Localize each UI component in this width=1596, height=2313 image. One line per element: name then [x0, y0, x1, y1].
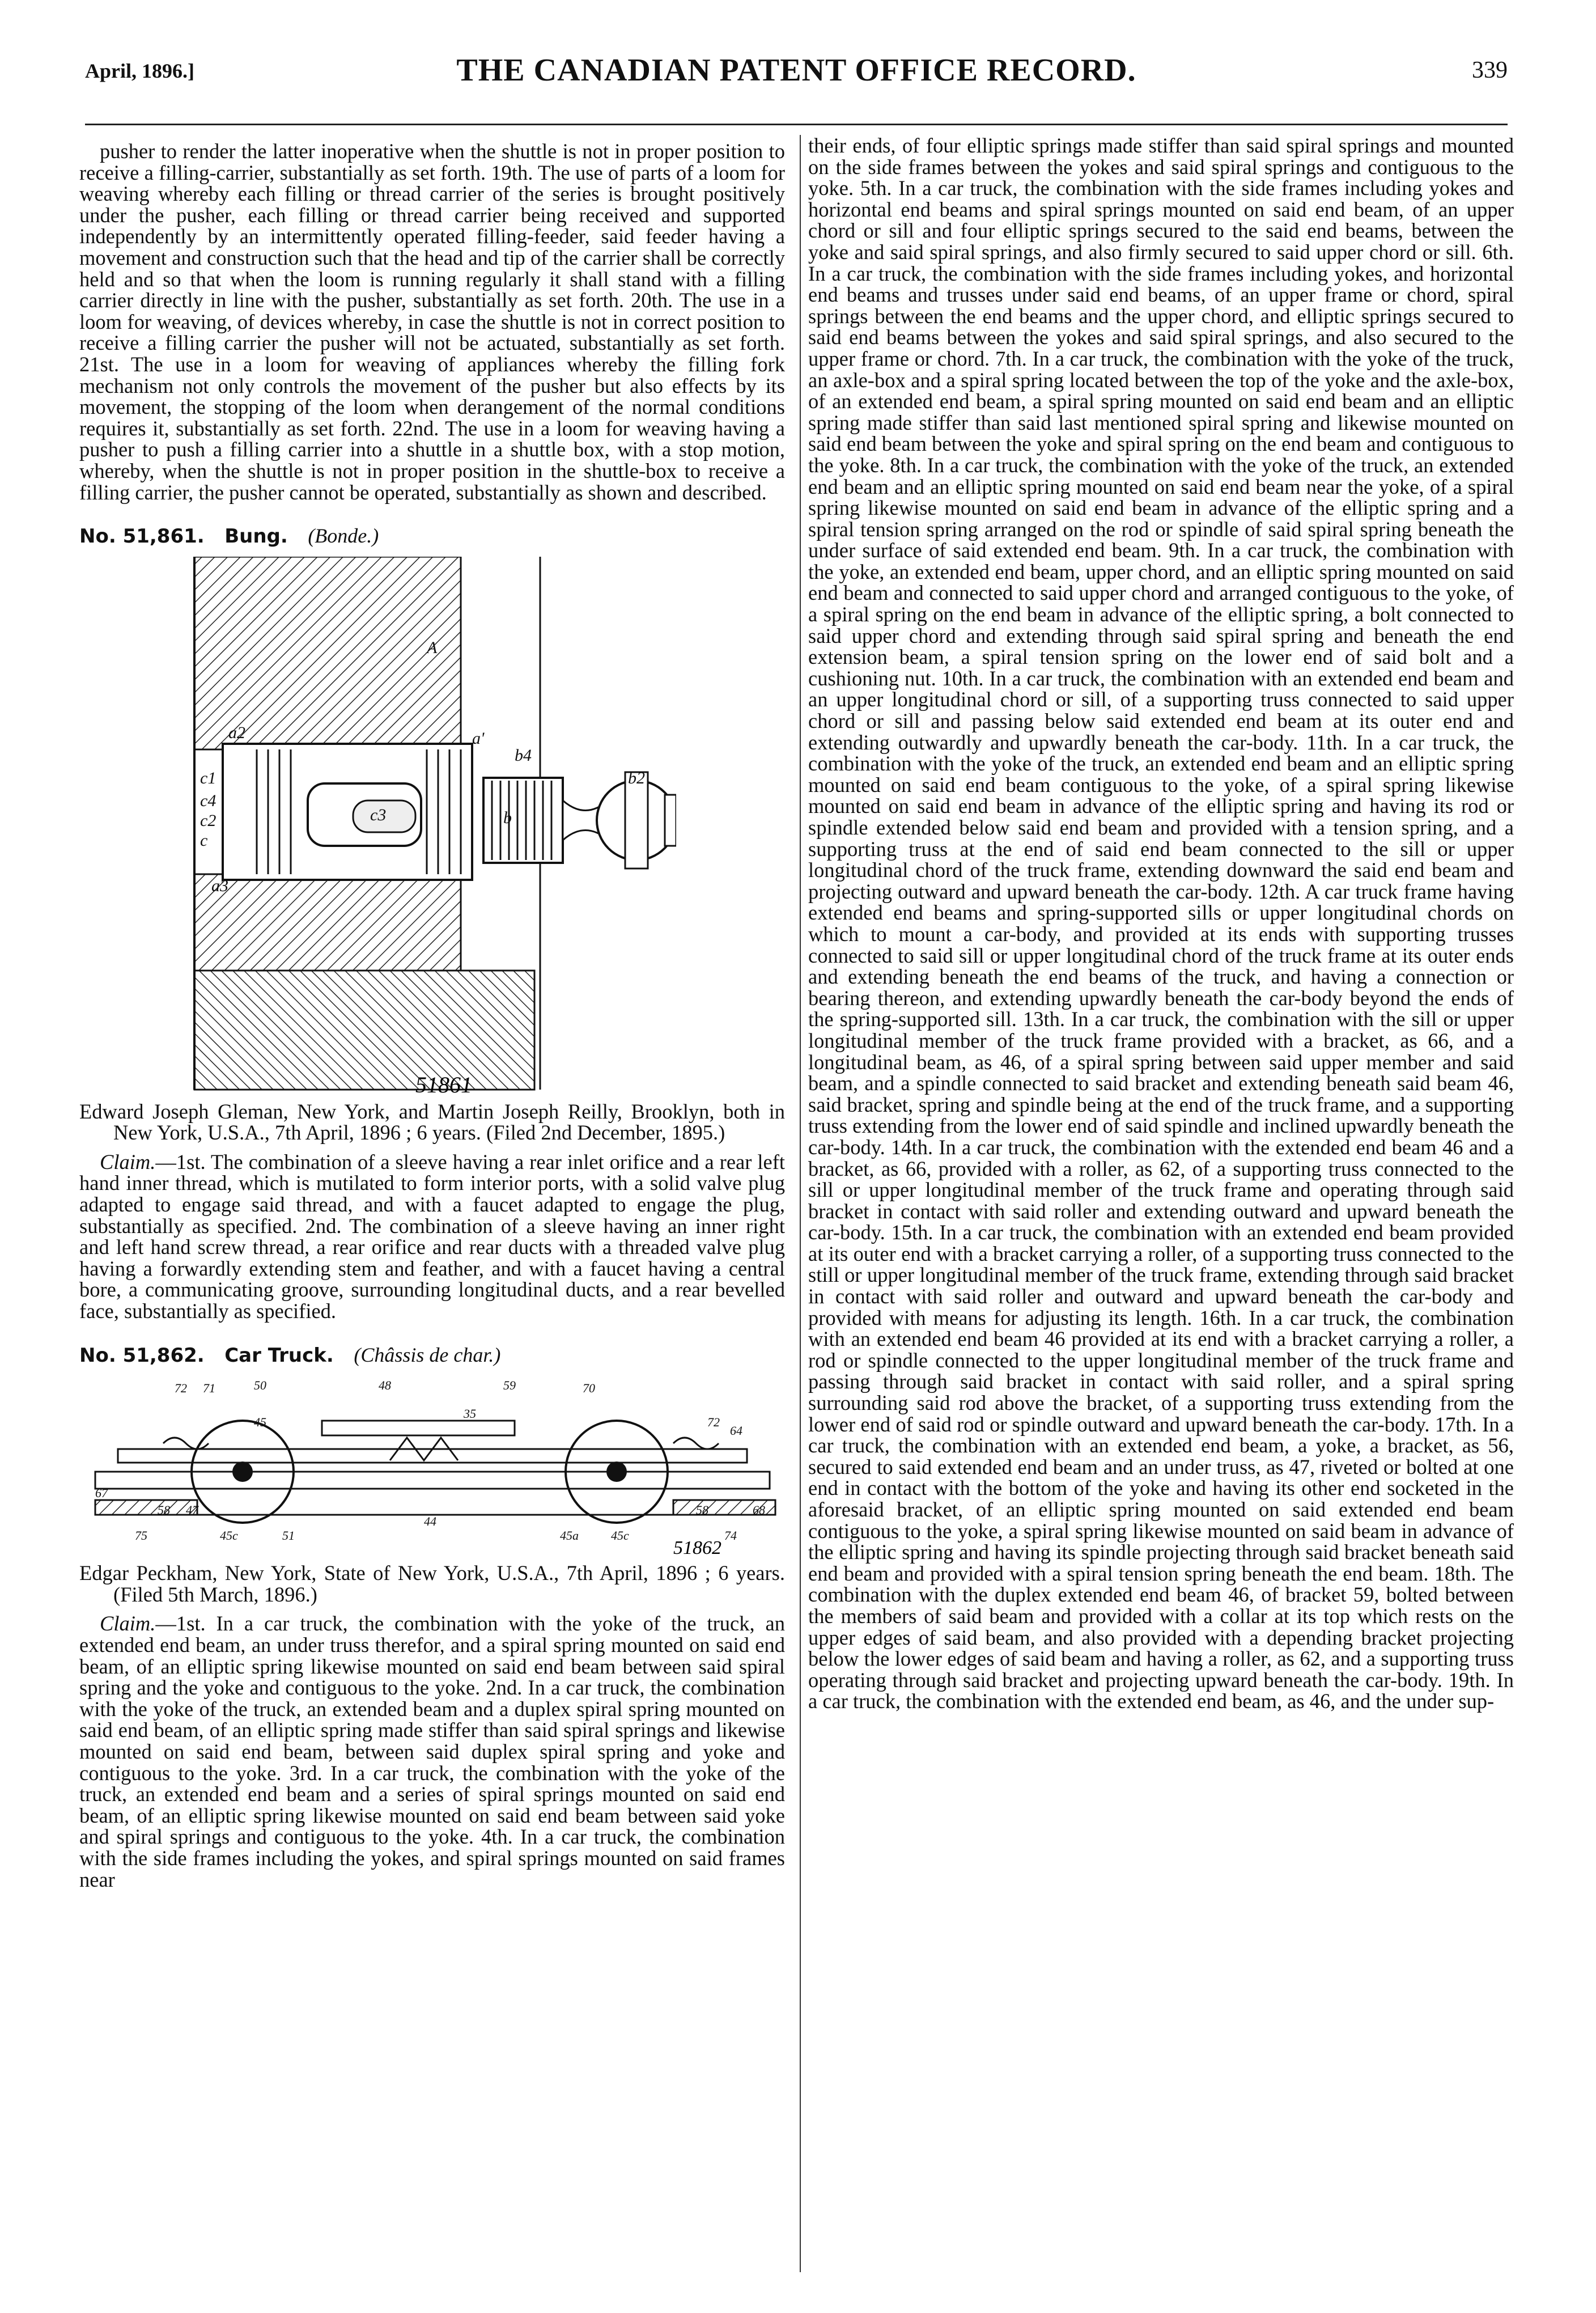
patent-number: No. 51,862.	[79, 1344, 205, 1367]
fig-num-50: 50	[253, 1378, 266, 1393]
fig-num-45c-b: 45c	[610, 1528, 629, 1543]
page-number: 339	[1472, 57, 1508, 83]
fig-num-75: 75	[134, 1528, 147, 1543]
fig-num-45a: 45a	[559, 1528, 579, 1543]
column-divider	[800, 135, 801, 2272]
fig-letter-a3: a3	[211, 876, 228, 895]
claim-label: Claim.	[100, 1150, 156, 1174]
header-rule	[85, 124, 1508, 125]
car-truck-claims-continued: their ends, of four elliptic springs made stiffer than said spiral springs and mounted on the side frames between the yokes and said spiral springs and contiguous to the yoke. 5th. In a car truck, the combination with the side frames including yokes and horizontal end beams and spiral springs mounted on said end beam, of an upper chord or sill and four elliptic springs secured to the said end beams, between the yoke and said spiral springs, and also firmly secured to said upper chord or sill. 6th. In a car truck, the combination with the side frames including yokes, and horizontal end beams and trusses under said end beams, of an upper frame or chord, spiral springs between the end beams and the upper chord, and elliptic springs secured to said end beams between the yokes and said spiral springs, and also secured to the upper frame or chord. 7th. In a car truck, the combination with the yoke of the truck, an axle-box and a spiral spring located between the top of the yoke and the axle-box, of an extended end beam, a spiral spring mounted on said end beam and an elliptic spring made stiffer than said last mentioned spiral spring and likewise mounted on said end beam between the yoke and spiral spring on the end beam and contiguous to the yoke. 8th. In a car truck, the combination with the yoke of the truck, an extended end beam and an elliptic spring mounted on said end beam near the yoke, of a spiral spring likewise mounted on said end beam in advance of the elliptic spring and a spiral tension spring arranged on the rod or spindle of said spiral spring beneath the under surface of said extended end beam. 9th. In a car truck, the combination with the yoke, an extended end beam, upper chord, and an elliptic spring mounted on said end beam and connected to said upper chord and arranged contiguous to the yoke, of a spiral spring on the end beam in advance of the elliptic spring, a bolt connected to said upper chord and extending through said spiral spring and beneath the end extension beam, a spiral tension spring on the lower end of said bolt and a cushioning nut. 10th. In a car truck, the combination with an extended end beam and an upper longitudinal chord or sill, of a supporting truss connected to said upper chord or sill and passing below said extended end beam at its outer end and extending outwardly and upwardly beneath the car-body. 11th. In a car truck, the combination with the yoke of the truck, an extended end beam and an elliptic spring mounted on said end beam contiguous to the yoke, of a spiral spring likewise mounted on said end beam in advance of the elliptic spring and having its rod or spindle extended below said end beam and provided with a tension spring, and a supporting truss at the end of said end beam connected to the sill or upper longitudinal chord of the truck frame, extending downward the said end beam and projecting outward and upward beneath the car-body. 12th. A car truck frame having extended end beams and spring-supported sills or upper longitudinal chords on which to mount a car-body, and provided at its ends with supporting trusses connected to said sill or upper longitudinal chord of the truck frame at its outer ends and extending beneath the end beams of the truck, and having a connection or bearing thereon, and extending upwardly beneath the car-body beyond the ends of the spring-supported sill. 13th. In a car truck, the combination with the sill or upper longitudinal member of the truck frame provided with a bracket, as 66, and a longitudinal beam, as 46, of a spiral spring between said upper member and said beam, and a spindle connected to said bracket and extending beneath said beam 46, said bracket, spring and spindle being at the end of the truck frame, and a supporting truss extending from the lower end of said spindle and inclined upwardly beneath the car-body. 14th. In a car truck, the combination with the extended end beam 46 and a bracket, as 66, provided with a roller, as 62, of a supporting truss connected to the sill or upper longitudinal member of the truck frame and operating through said bracket in contact with said roller and extending outward and upward beneath the car-body. 15th. In a car truck, the combination with an extended end beam provided at its outer end with a bracket carrying a roller, of a supporting truss connected to the still or upper longitudinal member of the truck frame, extending through said bracket in contact with said roller and outward and upward beneath the car-body and provided with means for adjusting its length. 16th. In a car truck, the combination with an extended end beam 46 provided at its end with a bracket carrying a roller, a rod or spindle connected to the upper longitudinal member of the truck frame and passing through said bracket in contact with said roller, and a spiral spring surrounding said rod above the bracket, of a supporting truss extending from the lower end of said rod or spindle outward and upward beneath the car-body. 17th. In a car truck, the combination with an extended end beam, a yoke, a bracket, as 56, secured to said extended end beam and an under truss, as 47, riveted or bolted at one end in contact with the bottom of the yoke and having its other end socketed in the aforesaid bracket, of an elliptic spring mounted on said extended end beam contiguous to the yoke, a spiral spring likewise mounted on said beam in advance of the elliptic spring and having its spindle projecting through said bracket beneath said end beam and provided with a spiral tension spring beneath the end beam. 18th. The combination with the duplex extended end beam 46, of bracket 59, bolted between the members of said beam and provided with a collar at its top which rests on the upper edges of said beam, and also provided with a depending bracket projecting below the lower edges of said beam and having a roller, as 62, and a supporting truss operating through said bracket and projecting upward beneath the car-body. 19th. In a car truck, the combination with the extended end beam, as 46, and the under sup-	[808, 134, 1514, 1713]
patent-51861-heading	[79, 526, 785, 548]
page-header	[85, 52, 1508, 92]
bung-claim	[79, 1151, 785, 1322]
car-truck-figure	[84, 1375, 781, 1557]
fig-letter-c2: c2	[200, 811, 216, 830]
fig-letter-c: c	[200, 831, 207, 850]
fig-num-72: 72	[174, 1381, 187, 1396]
fig-letter-c4: c4	[200, 791, 216, 810]
fig-num-71: 71	[202, 1381, 215, 1396]
fig-num-70: 70	[582, 1381, 595, 1396]
continued-claims-text: pusher to render the latter inoperative when the shuttle is not in proper position to receive a filling-carrier, substantially as set forth. 19th. The use of parts of a loom for weaving whereby each filling or thread carrier of the series is brought positively under the pusher, each filling or thread carrier being received and supported independently by an intermittently operated filling-feeder, said feeder having a movement and construction such that the head and tip of the carrier shall be correctly held and so that when the loom is running regularly it shall stand with a filling carrier directly in line with the pusher, substantially as set forth. 20th. The use in a loom for weaving, of devices whereby, in case the shuttle is not in correct position to receive a filling carrier the pusher will not be actuated, substantially as set forth. 21st. The use in a loom for weaving of appliances whereby the filling fork mechanism not only controls the movement of the pusher but also effects by its movement, the stopping of the loom when derangement of the normal conditions requires it, substantially as set forth. 22nd. The use in a loom for weaving having a pusher to push a filling carrier into a shuttle in a shuttle box, with a stop motion, whereby, when the shuttle is not in proper position in the shuttle-box to receive a filling carrier, the pusher cannot be operated, substantially as shown and described.	[79, 139, 785, 504]
fig-num-45c: 45c	[219, 1528, 238, 1543]
fig-num-44: 44	[423, 1514, 436, 1529]
fig-letter-b4: b4	[514, 745, 532, 765]
claim-label: Claim.	[100, 1612, 156, 1636]
right-column	[808, 135, 1514, 1712]
fig-num-67: 67	[95, 1486, 108, 1501]
patent-title: Car Truck.	[224, 1344, 334, 1367]
fig-num-58b: 58	[695, 1503, 708, 1518]
fig-num-45: 45	[253, 1415, 266, 1430]
bung-figure	[189, 557, 676, 1095]
barrel-head	[194, 971, 534, 1090]
fig-letter-b2: b2	[627, 768, 645, 787]
fig-num-68: 68	[752, 1503, 765, 1518]
barrel-wall-lower	[194, 874, 461, 971]
fig-letter-c3: c3	[370, 805, 386, 824]
barrel-wall-upper	[194, 557, 461, 749]
fig-letter-b: b	[503, 808, 512, 827]
fig-num-35: 35	[463, 1407, 476, 1421]
journal-title: THE CANADIAN PATENT OFFICE RECORD.	[456, 53, 1136, 88]
fig-num-48: 48	[378, 1378, 391, 1393]
car-truck-claim	[79, 1613, 785, 1890]
car-truck-inventors: Edgar Peckham, New York, State of New York, U.S.A., 7th April, 1896 ; 6 years. (Filed 5th March, 1896.)	[79, 1561, 785, 1606]
fig-num-58: 58	[157, 1503, 170, 1518]
fig-num-47: 47	[185, 1503, 198, 1518]
fig-num-74: 74	[724, 1528, 737, 1543]
figure-number-51861: 51861	[415, 1071, 472, 1095]
fig-num-59: 59	[503, 1378, 516, 1393]
fig-num-64: 64	[729, 1424, 742, 1438]
claim-text: —1st. In a car truck, the combination with the yoke of the truck, an extended end beam, an under truss therefor, and a spiral spring mounted on said end beam, of an elliptic spring likewise mounted on said end beam between said spiral spring and the yoke and contiguous to the yoke. 2nd. In a car truck, the combination with the yoke of the truck, an extended beam and a duplex spiral spring mounted on said end beam, of an elliptic spring made stiffer than said spiral springs and likewise mounted on said end beam, between said duplex spiral spring and yoke and contiguous to the yoke. 3rd. In a car truck, the combination with the yoke of the truck, an extended end beam and a series of spiral springs mounted on said end beam, of an elliptic spring likewise mounted on said end beam between said yoke and spiral springs and contiguous to the yoke. 4th. In a car truck, the combination with the side frames including the yokes, and spiral springs mounted on said frames near	[79, 1612, 785, 1891]
claim-text: —1st. The combination of a sleeve having a rear inlet orifice and a rear left hand inner thread, which is mutilated to form interior ports, with a solid valve plug adapted to engage said thread, and with a faucet adapted to engage the plug, substantially as specified. 2nd. The combination of a sleeve having an inner right and left hand screw thread, a rear orifice and rear ducts with a threaded valve plug having a forwardly extending stem and feather, and with a faucet having a central bore, a communicating groove, surrounding longitudinal ducts, and a rear bevelled face, substantially as specified.	[79, 1150, 785, 1323]
fig-letter-a2: a2	[228, 723, 245, 742]
left-column	[79, 141, 785, 1890]
patent-french-title: (Bonde.)	[308, 524, 379, 548]
patent-51862-heading	[79, 1345, 785, 1367]
bung-inventors: Edward Joseph Gleman, New York, and Martin Joseph Reilly, Brooklyn, both in New York, U.S.A., 7th April, 1896 ; 6 years. (Filed 2nd December, 1895.)	[79, 1099, 785, 1145]
figure-number-51862: 51862	[673, 1537, 721, 1557]
header-date: April, 1896.]	[85, 60, 194, 82]
fig-letter-a-prime: a'	[472, 728, 484, 748]
patent-title: Bung.	[224, 525, 288, 548]
patent-number: No. 51,861.	[79, 525, 205, 548]
fig-letter-c1: c1	[200, 768, 216, 787]
patent-french-title: (Châssis de char.)	[354, 1343, 501, 1366]
fig-num-72b: 72	[707, 1415, 720, 1430]
fig-letter-A: A	[426, 638, 437, 657]
fig-num-51: 51	[282, 1528, 295, 1543]
